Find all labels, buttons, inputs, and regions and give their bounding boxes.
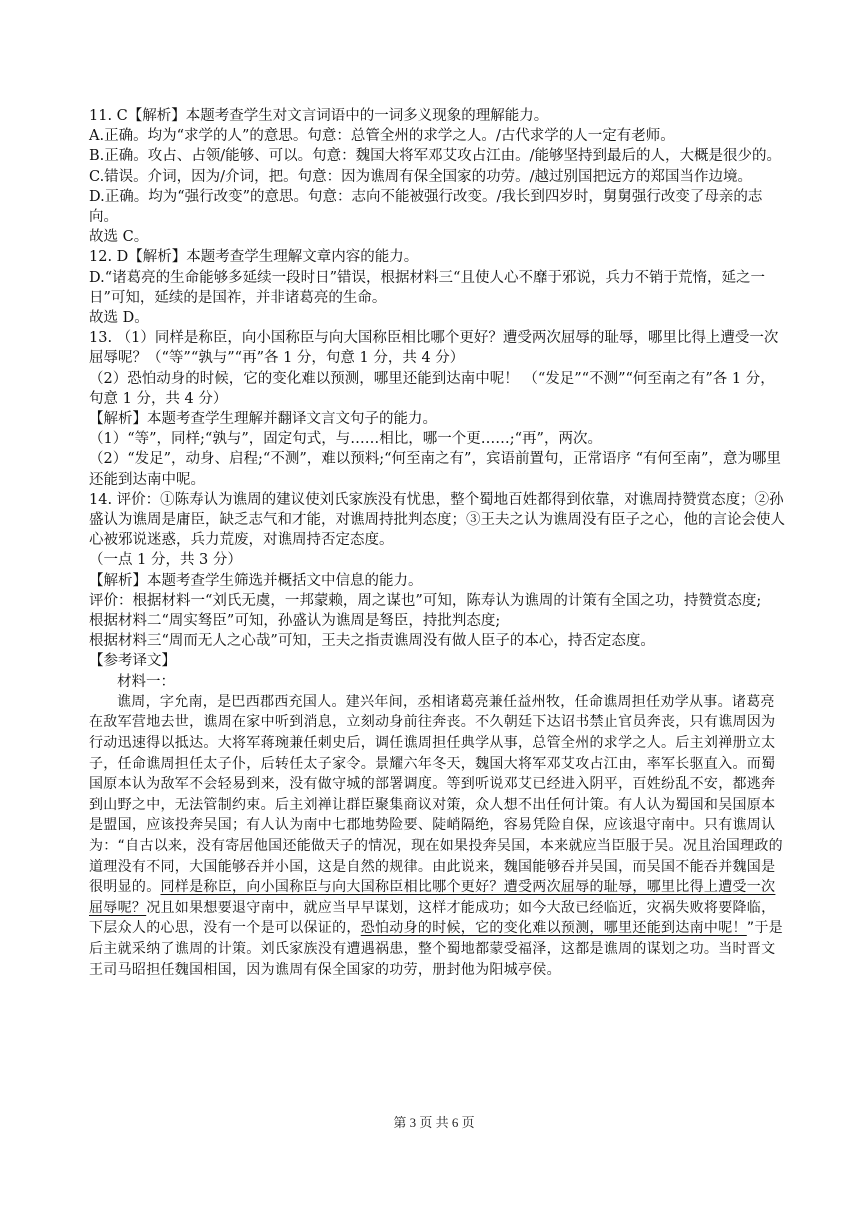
- q14-score: （一点 1 分，共 3 分）: [89, 552, 242, 569]
- q11-option-c: C.错误。介词，因为/介词，把。句意：因为谯周有保全国家的功劳。/越过别国把远方的郑国当作边境。: [89, 168, 752, 185]
- translation-heading: 【参考译文】: [89, 653, 176, 670]
- page-number: 第 3 页 共 6 页: [393, 1115, 475, 1130]
- translation-body: [89, 692, 789, 980]
- q14-explanation-3: 根据材料三“周而无人之心哉”可知，王夫之指责谯周没有做人臣子的本心，持否定态度。: [89, 633, 655, 650]
- q13-analysis-1: （1）“等”，同样;“孰与”，固定句式，与……相比，哪一个更……;“再”，两次。: [89, 431, 602, 448]
- q11-conclusion: 故选 C。: [89, 229, 149, 246]
- q13-analysis-2: （2）“发足”，动身、启程;“不测”，难以预料;“何至南之有”，宾语前置句，正常语序 “有何至南”，意为哪里还能到达南中呢。: [89, 451, 781, 488]
- q11-heading: 11. C【解析】本题考查学生对文言词语中的一词多义现象的理解能力。: [89, 108, 549, 124]
- translation-text-3: ”于是后主就采纳了谯周的计策。刘氏家族没有遭遇祸患，整个蜀地都蒙受福泽，这都是谯周的谋划之功。当时晋文王司马昭担任魏国相国，因为谯周有保全国家的功劳，册封他为阳城亭侯。: [89, 920, 783, 978]
- answer-content: [89, 106, 789, 980]
- translation-text-1: 谯周，字允南，是巴西郡西充国人。建兴年间，丞相诸葛亮兼任益州牧，任命谯周担任劝学从事。诸葛亮在敌军营地去世，谯周在家中听到消息，立刻动身前往奔丧。不久朝廷下达诏书禁止官员奔丧，只有谯周因为行动迅速得以抵达。大将军蒋琬兼任刺史后，调任谯周担任典学从事，总管全州的求学之人。后主刘禅册立太子，任命谯周担任太子仆，后转任太子家令。景耀六年冬天，魏国大将军邓艾攻占江由，率军长驱直入。而蜀国原本认为敌军不会轻易到来，没有做守城的部署调度。等到听说邓艾已经进入阴平，百姓纷乱不安，都逃奔到山野之中，无法管制约束。后主刘禅让群臣聚集商议对策，众人想不出任何计策。有人认为蜀国和吴国原本是盟国，应该投奔吴国；有人认为南中七郡地势险要、陡峭隔绝，容易凭险自保，应该退守南中。只有谯周认为：“自古以来，没有寄居他国还能做天子的情况，现在如果投奔吴国，本来就应当臣服于吴。况且治国理政的道理没有不同，大国能够吞并小国，这是自然的规律。由此说来，魏国能够吞并吴国，而吴国不能吞并魏国是很明显的。: [89, 693, 783, 896]
- translation-material-label: 材料一：: [117, 673, 175, 690]
- translation-underlined-1: 同样是称臣，向小国称臣与向大国称臣相比哪个更好？遭受两次屈辱的耻辱，哪里比得上遭受一次屈辱呢？: [89, 879, 776, 916]
- translation-underlined-2: 恐怕动身的时候，它的变化难以预测，哪里还能到达南中呢！: [360, 920, 747, 937]
- q12-conclusion: 故选 D。: [89, 310, 149, 327]
- q13-part-2: （2）恐怕动身的时候，它的变化难以预测，哪里还能到达南中呢！ （“发足”“不测”“何至南之有”各 1 分，句意 1 分，共 4 分）: [89, 370, 775, 407]
- q14-explanation-2: 根据材料二“周实驽臣”可知，孙盛认为谯周是驽臣，持批判态度;: [89, 613, 501, 630]
- q13-analysis: 【解析】本题考查学生理解并翻译文言文句子的能力。: [89, 411, 437, 428]
- q13-part-1: 13. （1）同样是称臣，向小国称臣与向大国称臣相比哪个更好？遭受两次屈辱的耻辱，哪里比得上遭受一次屈辱呢？（“等”“孰与”“再”各 1 分，句意 1 分，共 4 分）: [89, 330, 779, 367]
- q11-option-a: A.正确。均为“求学的人”的意思。句意：总管全州的求学之人。/古代求学的人一定有老师。: [89, 128, 675, 145]
- q11-option-b: B.正确。攻占、占领/能够、可以。句意：魏国大将军邓艾攻占江由。/能够坚持到最后的人，大概是很少的。: [89, 148, 782, 165]
- q12-option-d: D.“诸葛亮的生命能够多延续一段时日”错误，根据材料三“且使人心不靡于邪说，兵力不销于荒惰，延之一日”可知，延续的是国祚，并非诸葛亮的生命。: [89, 269, 765, 306]
- translation-text-2: 况且如果想要退守南中，就应当早早谋划，这样才能成功；如今大敌已经临近，灾祸失败将要降临，下层众人的心思，没有一个是可以保证的，: [89, 899, 776, 937]
- q14-evaluation: 14. 评价：①陈寿认为谯周的建议使刘氏家族没有忧患，整个蜀地百姓都得到依靠，对谯周持赞赏态度；②孙盛认为谯周是庸臣，缺乏志气和才能，对谯周持批判态度；③王夫之认为谯周没有臣子之心，他的言论会使人心被邪说迷惑，兵力荒废，对谯周持否定态度。: [89, 491, 785, 549]
- q12-heading: 12. D【解析】本题考查学生理解文章内容的能力。: [89, 249, 419, 266]
- q11-option-d: D.正确。均为“强行改变”的意思。句意：志向不能被强行改变。/我长到四岁时，舅舅强行改变了母亲的志向。: [89, 188, 763, 226]
- q14-analysis: 【解析】本题考查学生筛选并概括文中信息的能力。: [89, 572, 423, 589]
- q14-explanation-1: 评价：根据材料一“刘氏无虞，一邦蒙赖，周之谋也”可知，陈寿认为谯周的计策有全国之功，持赞赏态度;: [89, 592, 762, 609]
